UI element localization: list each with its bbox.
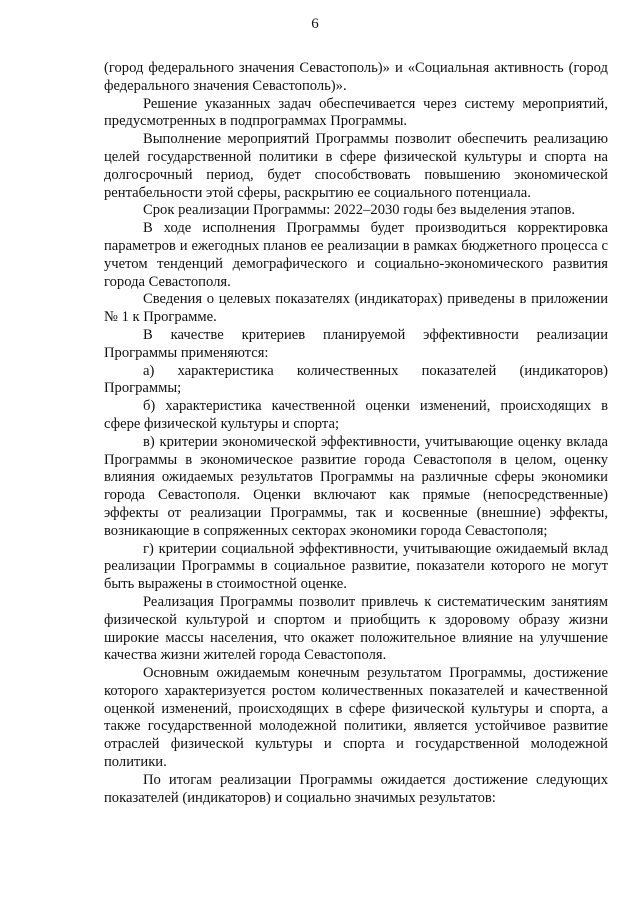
- list-item-v: в) критерии экономической эффективности, учитывающие оценку вклада Программы в экономическое развитие города Севастополя в целом, оценку влияния ожидаемых результатов Программы на различные сферы экономики города Севастополя. Оценки включают как прямые (непосредственные) эффекты от реализации Программы, так и косвенные (внешние) эффекты, возникающие в сопряженных секторах экономики города Севастополя;: [104, 433, 608, 539]
- paragraph-criteria-intro: В качестве критериев планируемой эффективности реализации Программы применяются:: [104, 326, 608, 361]
- list-item-a: а) характеристика количественных показателей (индикаторов) Программы;: [104, 362, 608, 397]
- paragraph-continuation: (город федерального значения Севастополь)» и «Социальная активность (город федерального значения Севастополь)».: [104, 60, 608, 94]
- paragraph-expected-result: Основным ожидаемым конечным результатом Программы, достижение которого характеризуется ростом количественных показателей и качественной оценкой изменений, происходящих в сфере физической культуры и спорта, а также государственной молодежной политики, является устойчивое развитие отраслей физической культуры и спорта и государственной молодежной политики.: [104, 665, 608, 771]
- paragraph-tasks-provision: Решение указанных задач обеспечивается через систему мероприятий, предусмотренных в подпрограммах Программы.: [104, 95, 608, 130]
- paragraph-program-term: Срок реализации Программы: 2022–2030 годы без выделения этапов.: [143, 202, 575, 219]
- paragraph-adjustment: В ходе исполнения Программы будет производиться корректировка параметров и ежегодных планов ее реализации в рамках бюджетного процесса с учетом тенденций демографического и социально-экономического развития города Севастополя.: [104, 220, 608, 290]
- paragraph-implementation-effect: Реализация Программы позволит привлечь к систематическим занятиям физической культурой и спортом и приобщить к здоровому образу жизни широкие массы населения, что окажет положительное влияние на улучшение качества жизни жителей города Севастополя.: [104, 593, 608, 664]
- paragraph-final-indicators: По итогам реализации Программы ожидается достижение следующих показателей (индикаторов) и социально значимых результатов:: [104, 771, 608, 806]
- paragraph-program-goals: Выполнение мероприятий Программы позволит обеспечить реализацию целей государственной политики в сфере физической культуры и спорта на долгосрочный период, будет способствовать повышению экономической рентабельности этой сферы, раскрытию ее социального потенциала.: [104, 131, 608, 201]
- document-body: [104, 60, 608, 807]
- page-number: 6: [311, 16, 319, 32]
- list-item-b: б) характеристика качественной оценки изменений, происходящих в сфере физической культуры и спорта;: [104, 398, 608, 432]
- list-item-g: г) критерии социальной эффективности, учитывающие ожидаемый вклад реализации Программы в социальное развитие, показатели которого не могут быть выражены в стоимостной оценке.: [104, 540, 608, 593]
- paragraph-target-indicators: Сведения о целевых показателях (индикаторах) приведены в приложении № 1 к Программе.: [104, 291, 608, 326]
